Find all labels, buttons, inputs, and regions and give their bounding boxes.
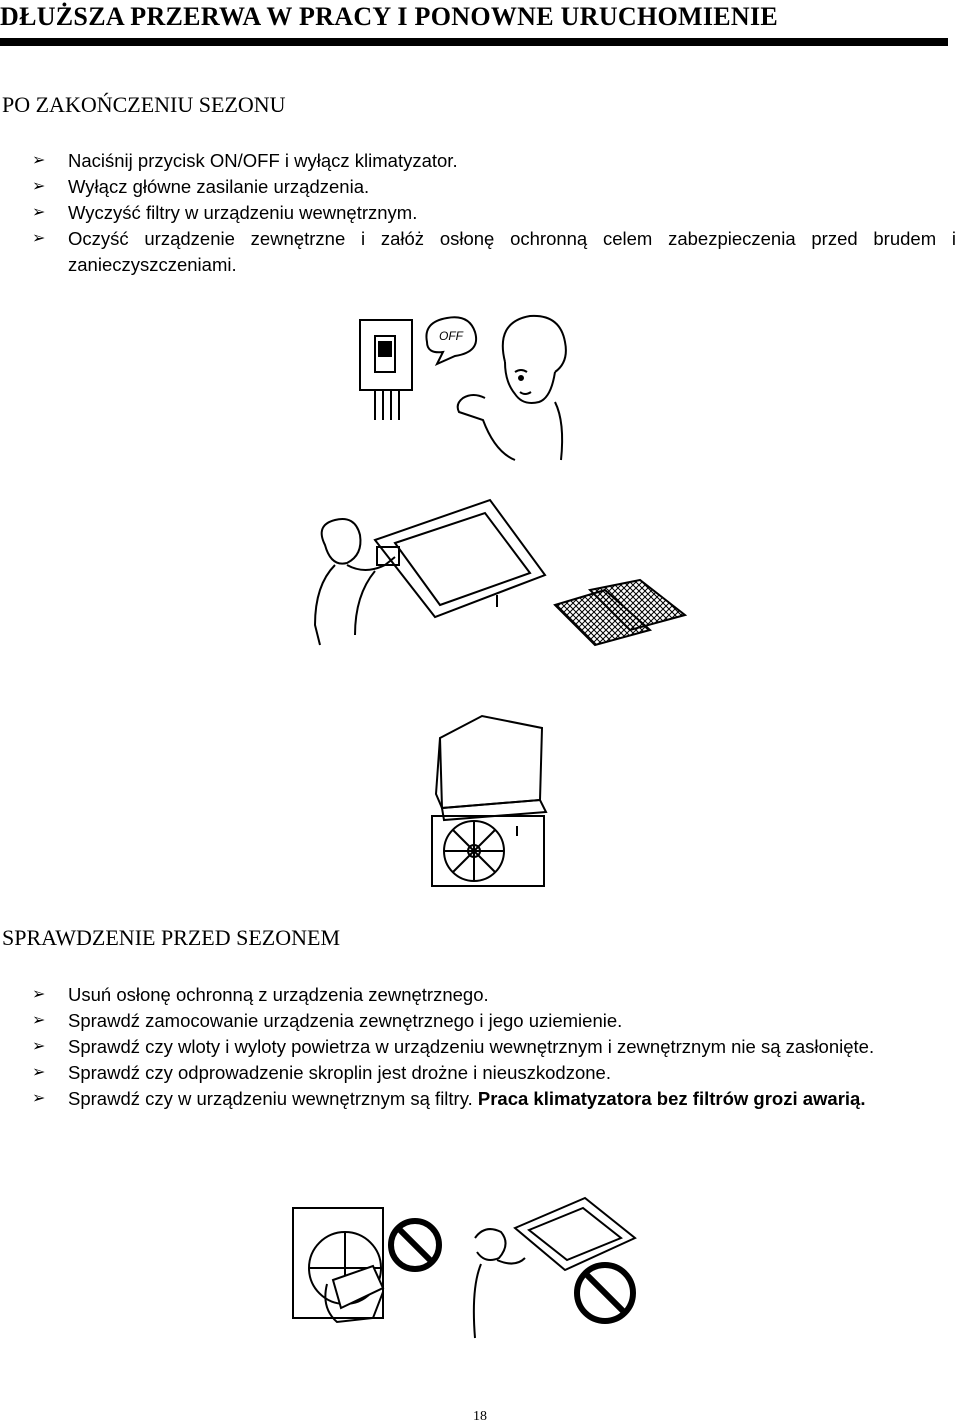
arrow-bullet-icon: ➢ (32, 986, 46, 1003)
prohibition-icon (577, 1265, 633, 1321)
arrow-bullet-icon: ➢ (32, 1012, 46, 1029)
list-item: ➢ Sprawdź czy wloty i wyloty powietrza w urządzeniu wewnętrznym i zewnętrznym nie są zasłonięte. (0, 1034, 956, 1060)
title-underline (0, 38, 948, 46)
list-item: ➢ Sprawdź czy odprowadzenie skroplin jest drożne i nieuszkodzone. (0, 1060, 956, 1086)
page-number: 18 (473, 1409, 487, 1424)
list-item: ➢ Oczyść urządzenie zewnętrzne i załóż osłonę ochronną celem zabezpieczenia przed brudem i zanieczyszczeniami. (32, 228, 956, 275)
list-item: ➢ Sprawdź czy w urządzeniu wewnętrznym są filtry. Praca klimatyzatora bez filtrów grozi awarią. (0, 1086, 956, 1112)
section-heading-before-season: SPRAWDZENIE PRZED SEZONEM (2, 925, 341, 950)
filter-cleaning-illustration (285, 495, 690, 680)
filter-warning: Praca klimatyzatora bez filtrów grozi awarią. (477, 1088, 866, 1109)
arrow-bullet-icon: ➢ (32, 1090, 46, 1107)
switch-off-illustration (355, 302, 575, 462)
list-item: ➢ Usuń osłonę ochronną z urządzenia zewnętrznego. (0, 982, 956, 1008)
page-title: DŁUŻSZA PRZERWA W PRACY I PONOWNE URUCHOMIENIE (0, 2, 779, 31)
arrow-bullet-icon: ➢ (32, 152, 46, 169)
arrow-bullet-icon: ➢ (32, 178, 46, 195)
list-item: ➢ Naciśnij przycisk ON/OFF i wyłącz klimatyzator. (0, 148, 956, 174)
arrow-bullet-icon: ➢ (32, 230, 46, 247)
arrow-bullet-icon: ➢ (32, 204, 46, 221)
section-heading-after-season: PO ZAKOŃCZENIU SEZONU (2, 92, 286, 117)
list-item: ➢ Wyczyść filtry w urządzeniu wewnętrznym. (0, 200, 956, 226)
before-season-list (0, 982, 956, 1112)
outdoor-unit-cover-illustration (422, 708, 552, 893)
prohibited-actions-illustration (285, 1188, 665, 1348)
after-season-list (0, 148, 956, 278)
list-item: ➢ Sprawdź zamocowanie urządzenia zewnętrznego i jego uziemienie. (0, 1008, 956, 1034)
arrow-bullet-icon: ➢ (32, 1064, 46, 1081)
prohibition-icon (391, 1221, 439, 1269)
list-item: ➢ Wyłącz główne zasilanie urządzenia. (0, 174, 956, 200)
arrow-bullet-icon: ➢ (32, 1038, 46, 1055)
off-bubble-text: OFF (439, 329, 463, 343)
